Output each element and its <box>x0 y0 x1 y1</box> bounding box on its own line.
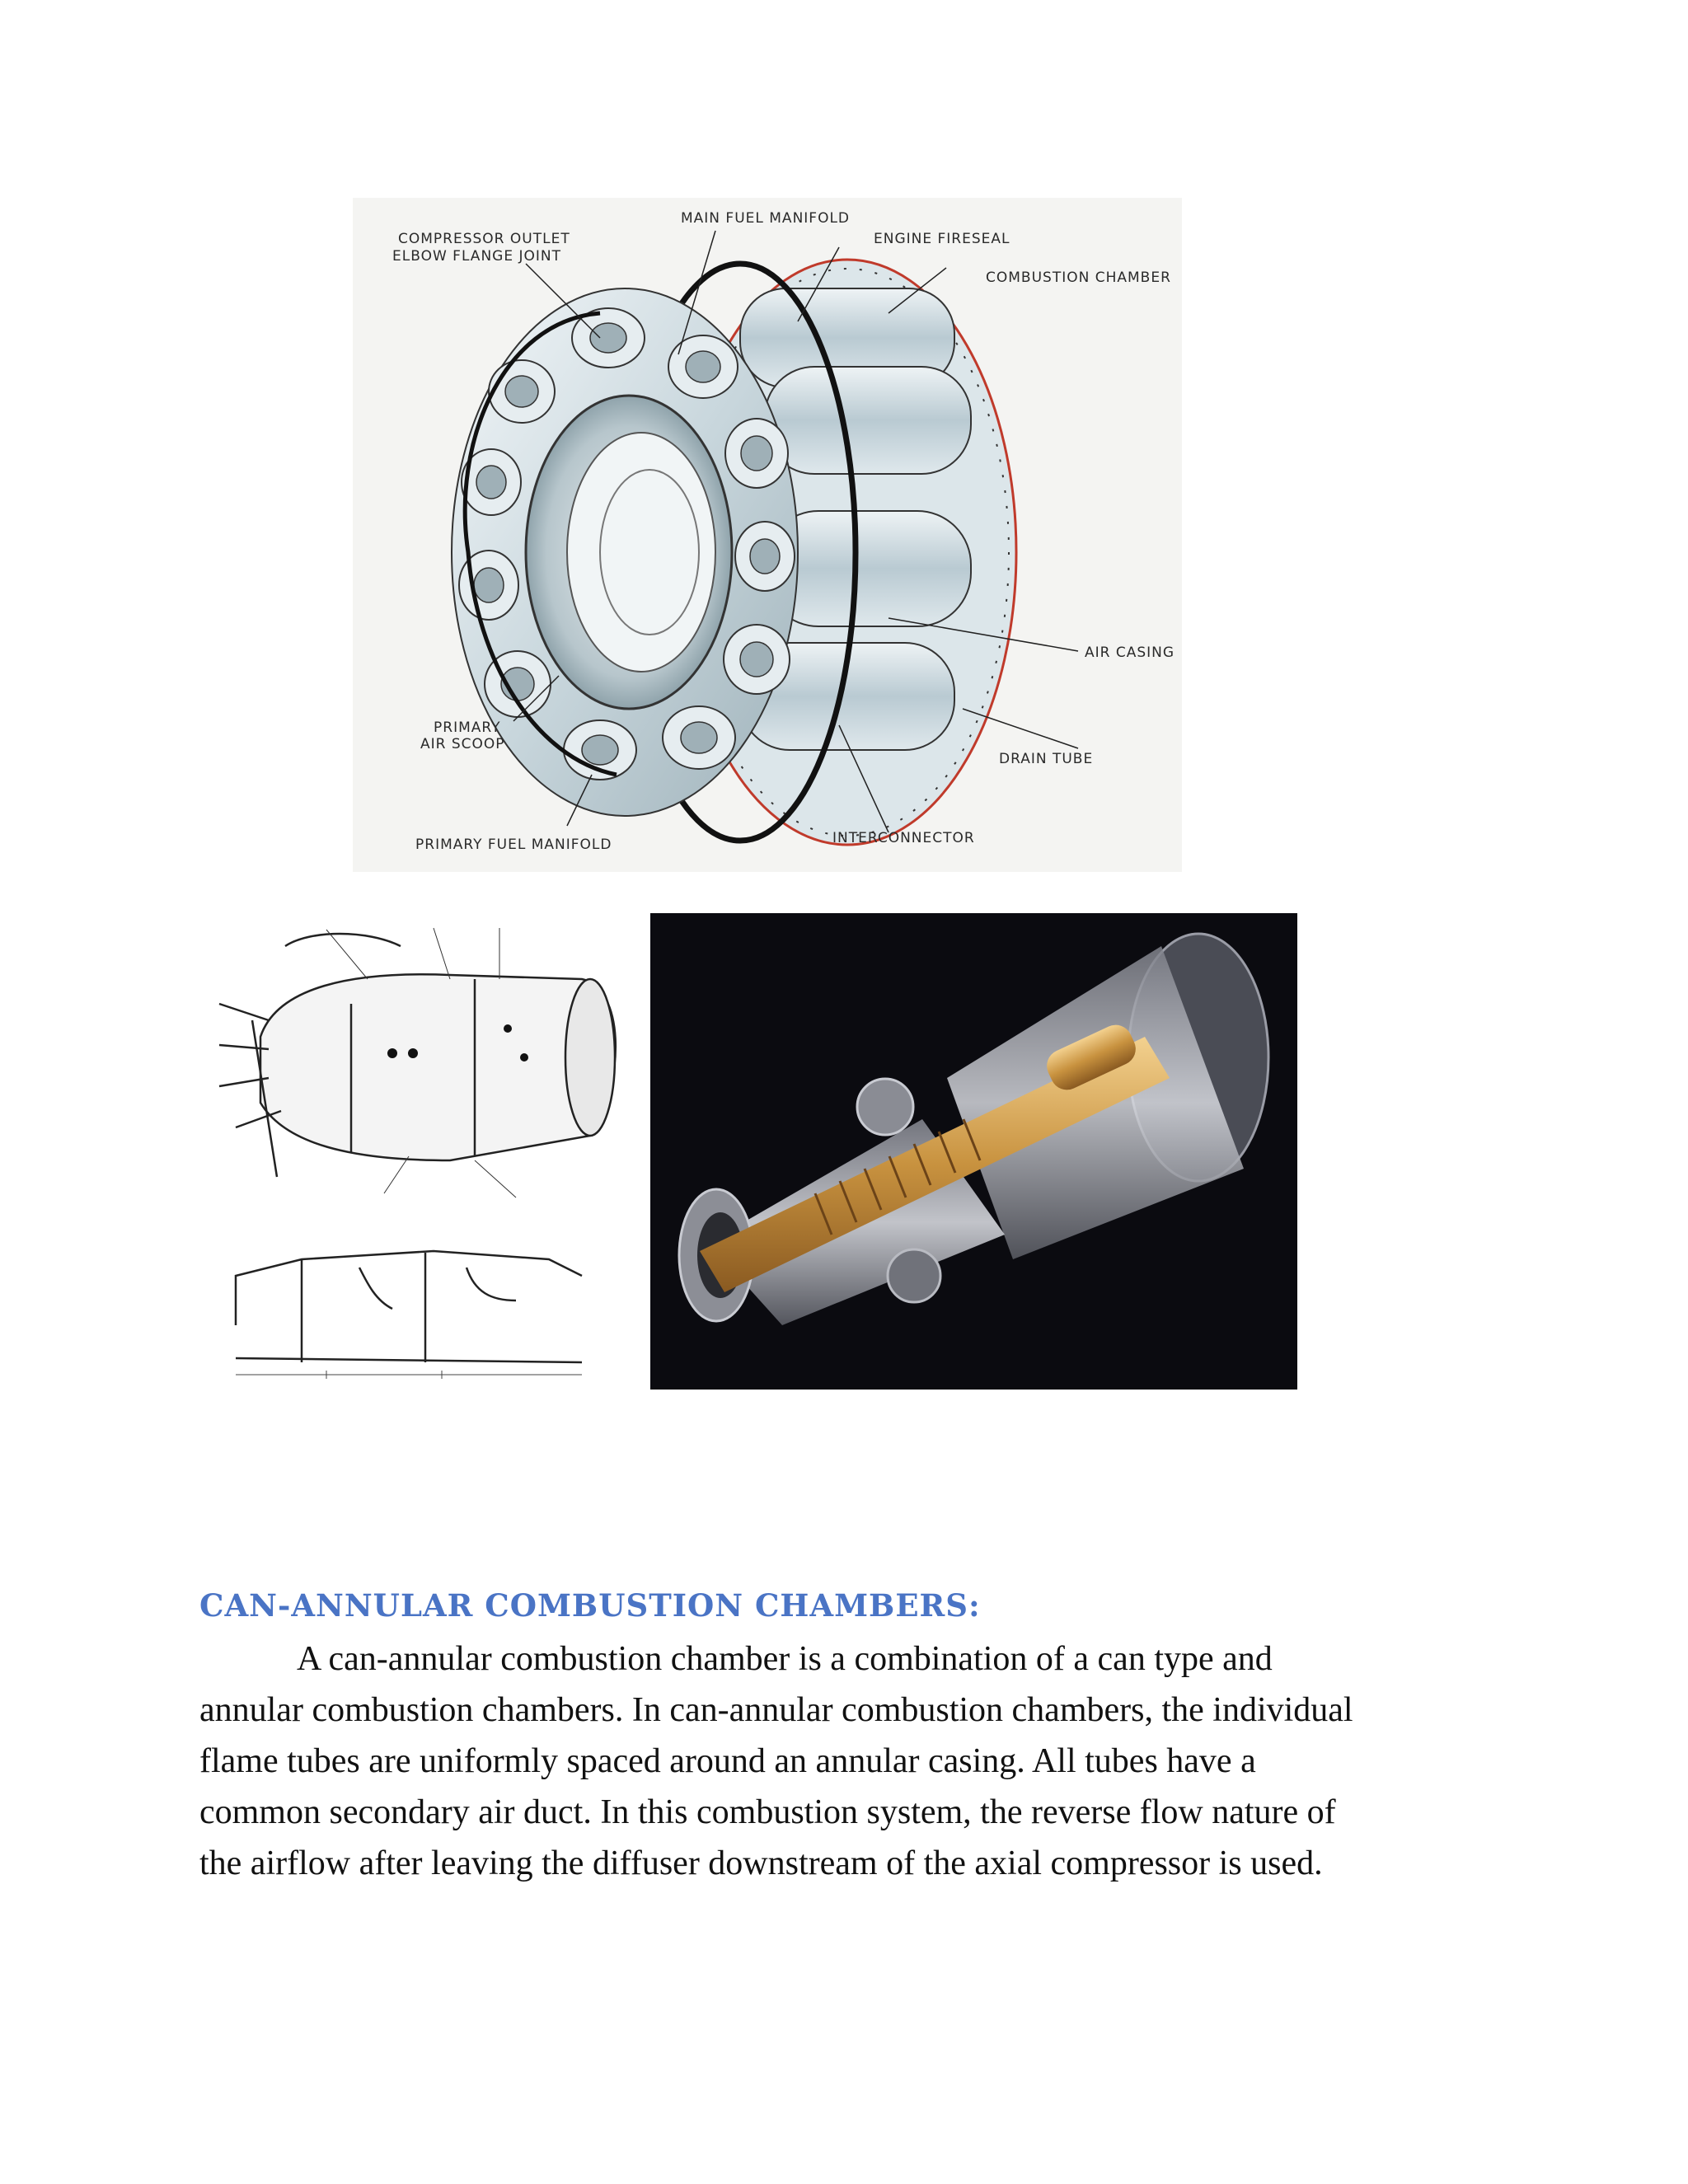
section-body-paragraph <box>199 1633 1502 1889</box>
label-air-casing: AIR CASING <box>1085 644 1175 661</box>
label-primary-fuel-manifold: PRIMARY FUEL MANIFOLD <box>415 837 612 853</box>
paragraph-line: flame tubes are uniformly spaced around an annular casing. All tubes have a <box>199 1742 1256 1780</box>
can-chamber-section-drawing <box>203 913 633 1390</box>
label-main-fuel-manifold: MAIN FUEL MANIFOLD <box>681 210 851 227</box>
can-annular-engine-illustration <box>353 198 1182 872</box>
label-primary: PRIMARY <box>434 719 501 736</box>
paragraph-line: common secondary air duct. In this combustion system, the reverse flow nature of <box>199 1793 1336 1831</box>
label-compressor-outlet: COMPRESSOR OUTLET <box>398 231 570 247</box>
section-heading: CAN-ANNULAR COMBUSTION CHAMBERS: <box>199 1587 981 1624</box>
paragraph-line: A can-annular combustion chamber is a combination of a can type and <box>297 1640 1273 1678</box>
label-engine-fireseal: ENGINE FIRESEAL <box>874 231 1010 247</box>
paragraph-line: annular combustion chambers. In can-annular combustion chambers, the individual <box>199 1691 1353 1729</box>
paragraph-line: the airflow after leaving the diffuser downstream of the axial compressor is used. <box>199 1844 1323 1882</box>
label-interconnector: INTERCONNECTOR <box>832 830 975 846</box>
label-elbow-flange-joint: ELBOW FLANGE JOINT <box>392 248 561 265</box>
gas-turbine-cutaway-render <box>650 913 1297 1390</box>
label-drain-tube: DRAIN TUBE <box>999 751 1094 767</box>
label-combustion-chamber: COMBUSTION CHAMBER <box>986 269 1171 286</box>
label-air-scoop: AIR SCOOP <box>420 736 505 752</box>
